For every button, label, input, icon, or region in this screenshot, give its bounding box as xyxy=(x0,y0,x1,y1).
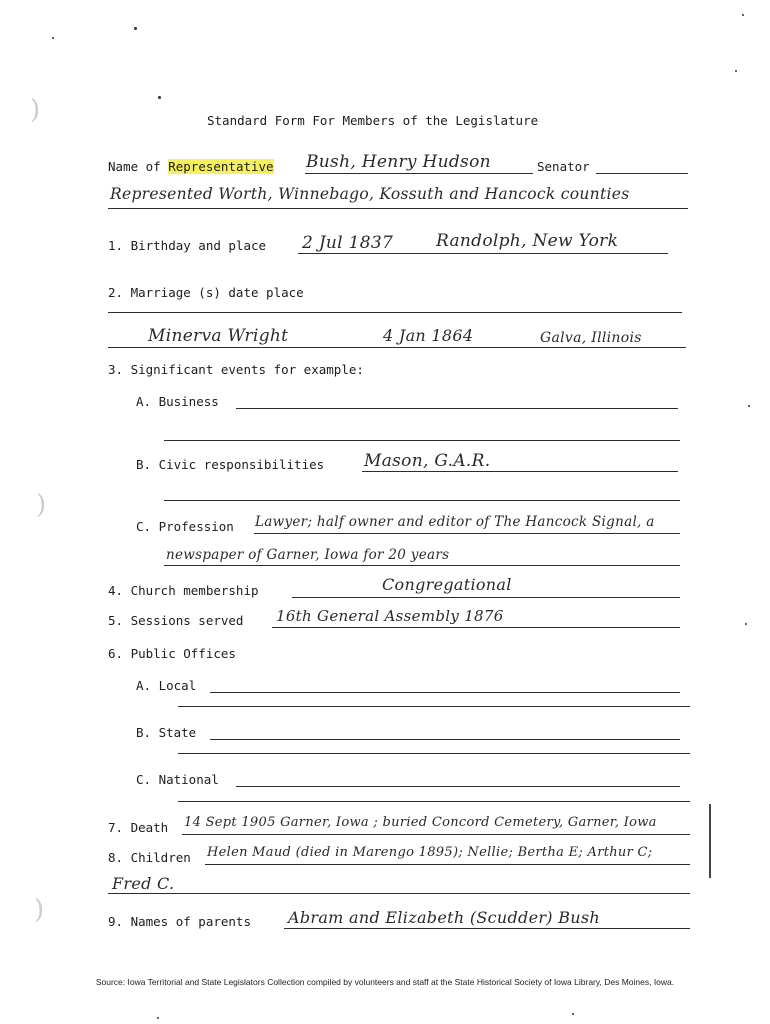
national-line-1 xyxy=(236,786,680,787)
local-line-2 xyxy=(178,706,690,707)
scan-speck xyxy=(158,96,161,99)
q6a-local-label: A. Local xyxy=(136,678,197,693)
profession-answer-1: Lawyer; half owner and editor of The Hancock Signal, a xyxy=(255,514,655,530)
children-answer-2: Fred C. xyxy=(112,874,175,893)
name-answer: Bush, Henry Hudson xyxy=(306,152,491,172)
q2-marriage-label: 2. Marriage (s) date place xyxy=(108,285,304,300)
binding-mark: ) xyxy=(34,895,45,925)
q8-children-label: 8. Children xyxy=(108,850,191,865)
state-line-1 xyxy=(210,739,680,740)
scan-speck xyxy=(134,27,137,30)
children-line-2 xyxy=(108,893,690,894)
senator-label: Senator xyxy=(537,159,590,174)
profession-line-2 xyxy=(164,565,680,566)
q7-death-label: 7. Death xyxy=(108,820,169,835)
sessions-line xyxy=(272,627,680,628)
marriage-line-1 xyxy=(108,312,682,313)
scan-speck xyxy=(742,14,744,16)
marriage-date-answer: 4 Jan 1864 xyxy=(383,326,474,345)
business-line-2 xyxy=(164,440,680,441)
scan-speck xyxy=(572,1013,574,1015)
q3c-profession-label: C. Profession xyxy=(136,519,234,534)
q3b-civic-label: B. Civic responsibilities xyxy=(136,457,325,472)
church-answer: Congregational xyxy=(382,575,512,594)
profession-answer-2: newspaper of Garner, Iowa for 20 years xyxy=(166,547,450,563)
scan-speck xyxy=(157,1017,159,1019)
civic-answer: Mason, G.A.R. xyxy=(364,451,491,471)
representative-label-highlighted: Representative xyxy=(168,159,274,174)
margin-mark xyxy=(709,804,711,878)
children-answer-1: Helen Maud (died in Marengo 1895); Nellie; Bertha E; Arthur C; xyxy=(207,845,653,860)
scan-speck xyxy=(52,37,54,39)
represented-answer: Represented Worth, Winnebago, Kossuth and Hancock counties xyxy=(110,185,630,203)
parents-answer: Abram and Elizabeth (Scudder) Bush xyxy=(288,908,601,927)
q5-sessions-label: 5. Sessions served xyxy=(108,613,244,628)
national-line-2 xyxy=(178,801,690,802)
sessions-answer: 16th General Assembly 1876 xyxy=(276,607,504,625)
represented-line xyxy=(108,208,688,209)
scan-speck xyxy=(735,70,737,72)
state-line-2 xyxy=(178,753,690,754)
scan-speck xyxy=(745,623,747,625)
birthday-line xyxy=(298,253,668,254)
binding-mark: ) xyxy=(36,490,47,520)
civic-line-2 xyxy=(164,500,680,501)
q6b-state-label: B. State xyxy=(136,725,197,740)
death-line xyxy=(182,834,690,835)
church-line xyxy=(292,597,680,598)
q3a-business-label: A. Business xyxy=(136,394,219,409)
q6-public-offices-label: 6. Public Offices xyxy=(108,646,236,661)
children-line-1 xyxy=(205,864,690,865)
name-label xyxy=(108,159,274,174)
senator-line xyxy=(596,173,688,174)
marriage-line-2 xyxy=(108,347,686,348)
source-caption: Source: Iowa Territorial and State Legislators Collection compiled by volunteers and staff at the State Historical Society of Iowa Library, Des Moines, Iowa. xyxy=(95,977,675,987)
local-line-1 xyxy=(210,692,680,693)
marriage-place-answer: Galva, Illinois xyxy=(540,330,642,346)
name-label-prefix: Name of xyxy=(108,159,169,174)
q1-birthday-label: 1. Birthday and place xyxy=(108,238,267,253)
profession-line-1 xyxy=(254,533,680,534)
q6c-national-label: C. National xyxy=(136,772,219,787)
form-title: Standard Form For Members of the Legislature xyxy=(207,113,539,128)
birthday-answer: 2 Jul 1837 xyxy=(302,233,394,253)
death-answer: 14 Sept 1905 Garner, Iowa ; buried Concord Cemetery, Garner, Iowa xyxy=(184,815,657,830)
birthplace-answer: Randolph, New York xyxy=(436,231,619,251)
q4-church-label: 4. Church membership xyxy=(108,583,259,598)
name-line xyxy=(305,173,533,174)
q3-significant-events-label: 3. Significant events for example: xyxy=(108,362,364,377)
marriage-name-answer: Minerva Wright xyxy=(148,326,289,346)
q9-parents-label: 9. Names of parents xyxy=(108,914,251,929)
binding-mark: ) xyxy=(30,95,41,125)
scan-speck xyxy=(748,405,750,407)
civic-line-1 xyxy=(362,471,678,472)
parents-line xyxy=(284,928,690,929)
business-line-1 xyxy=(236,408,678,409)
